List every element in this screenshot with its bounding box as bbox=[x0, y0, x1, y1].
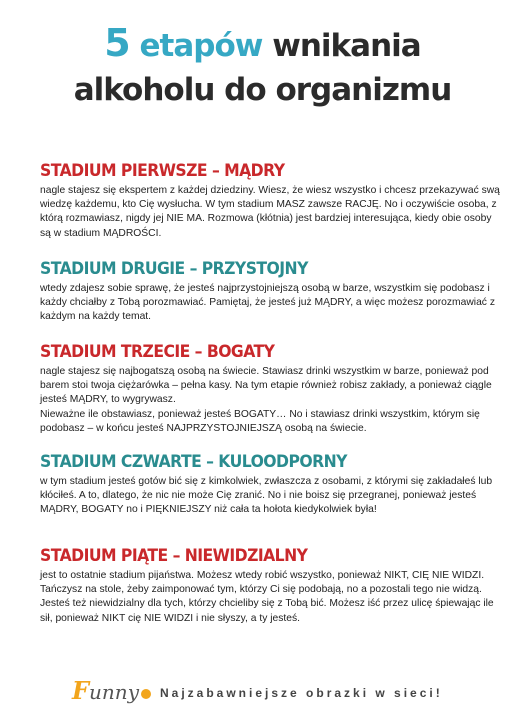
funny-logo[interactable] bbox=[72, 676, 151, 705]
title-word-etapow: etapów bbox=[139, 28, 263, 64]
footer bbox=[0, 672, 525, 712]
stage-3-heading: STADIUM TRZECIE – BOGATY bbox=[40, 342, 275, 362]
title-line-2: alkoholu do organizmu bbox=[73, 72, 452, 108]
stage-5-heading: STADIUM PIĄTE – NIEWIDZIALNY bbox=[40, 546, 308, 566]
page-title bbox=[0, 18, 525, 115]
stage-2-text: wtedy zdajesz sobie sprawę, że jesteś najprzystojniejszą osobą w barze, wszystkim się podobasz i każdy chciałby z Tobą porozmawiać. Pamiętaj, że jesteś już MĄDRY, a więc możesz porozmawiać z każdym na każdy temat. bbox=[40, 283, 495, 323]
stage-3-text-2: Nieważne ile obstawiasz, ponieważ jesteś BOGATY… No i stawiasz drinki wszystkim, którym się podobasz – w końcu jesteś NAJPRZYSTOJNIEJSZĄ osobą na świecie. bbox=[40, 408, 480, 434]
stage-5-text: jest to ostatnie stadium pijaństwa. Możesz wtedy robić wszystko, ponieważ NIKT, CIĘ NIE WIDZI. Tańczysz na stole, żeby zaimponować tym, którzy Ci się podobają, no a pozostali tego nie widzą. Jesteś też niewidzialny dla tych, którzy chcieliby się z Tobą bić. Możesz iść przez ulicę śpiewając ile sił, ponieważ NIKT cię NIE WIDZI i nie słyszy, a ty jesteś. bbox=[40, 570, 494, 624]
logo-dot-icon bbox=[141, 689, 151, 699]
stage-1-text: nagle stajesz się ekspertem z każdej dziedziny. Wiesz, że wiesz wszystko i chcesz przekazywać swą wiedzę każdemu, kto Cię wysłucha. W tym stadium MASZ zawsze RACJĘ. No i oczywiście osoba, z którą rozmawiasz, nigdy jej NIE MA. Rozmowa (kłótnia) jest bardziej interesująca, kiedy obie osoby są w stadium MĄDROŚCI. bbox=[40, 185, 500, 239]
stage-3 bbox=[40, 341, 500, 436]
stage-2 bbox=[40, 258, 500, 325]
stage-3-text: nagle stajesz się najbogatszą osobą na świecie. Stawiasz drinki wszystkim w barze, ponieważ pod barem stoi twoja ciężarówka – pełna kasy. Na tym etapie również robisz zakłady, a ponieważ ciągle jesteś MĄDRY, to wygrywasz. bbox=[40, 366, 492, 406]
title-number: 5 bbox=[104, 21, 130, 65]
footer-tagline: Najzabawniejsze obrazki w sieci! bbox=[160, 686, 443, 700]
title-word-wnikania: wnikania bbox=[272, 28, 421, 64]
logo-text: unny bbox=[89, 680, 139, 704]
stage-1-heading: STADIUM PIERWSZE – MĄDRY bbox=[40, 161, 285, 181]
stage-4-text: w tym stadium jesteś gotów bić się z kimkolwiek, zwłaszcza z osobami, z którymi się zakładałeś lub kłóciłeś. A to, dlatego, że nic nie może Cię zranić. No i nie boisz się przegranej, ponieważ jesteś MĄDRY, BOGATY no i PIĘKNIEJSZY niż cała ta hołota kiedykolwiek była! bbox=[40, 476, 493, 516]
logo-letter: F bbox=[72, 676, 90, 705]
stage-4-heading: STADIUM CZWARTE – KULOODPORNY bbox=[40, 452, 347, 472]
stage-4 bbox=[40, 451, 500, 518]
stage-2-heading: STADIUM DRUGIE – PRZYSTOJNY bbox=[40, 259, 308, 279]
stage-5 bbox=[40, 545, 500, 626]
stage-1 bbox=[40, 160, 500, 241]
